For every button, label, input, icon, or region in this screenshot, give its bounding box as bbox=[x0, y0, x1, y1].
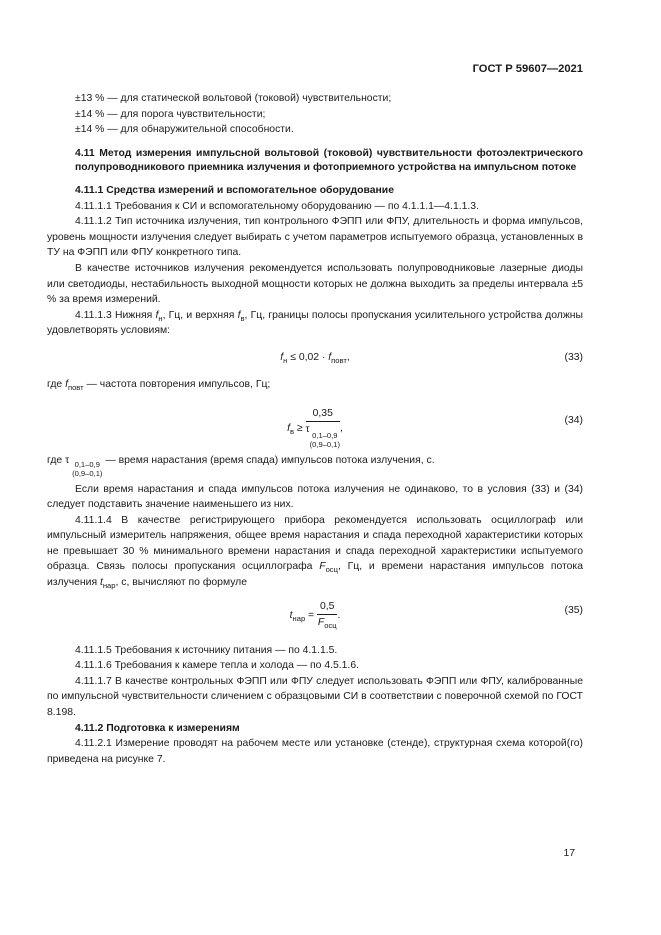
tolerance-item: ±13 % — для статической вольтовой (токовой) чувствительности; bbox=[75, 93, 392, 104]
paragraph-4-11-1-3: 4.11.1.3 Нижняя $f_н$, Гц, и верхняя $f_в$, Гц, границы полосы пропускания усилительного устройства должны удовлетворять условиям: bbox=[47, 309, 584, 337]
definition-f-povt: где $f_{повт}$ — частота повторения импульсов, Гц; bbox=[47, 378, 271, 392]
formula-33: $f_н \le 0,02 \cdot f_{повт}$, (33) bbox=[280, 351, 583, 365]
formula-35: $t_{нар}$ = $\frac{0,5}{F_{осц}}$ . (35) bbox=[289, 600, 583, 630]
page-number: 17 bbox=[563, 848, 575, 859]
section-4-11-2-heading: 4.11.2 Подготовка к измерениям bbox=[75, 722, 240, 734]
formula-number: (33) bbox=[564, 351, 583, 363]
section-4-11-1-heading: 4.11.1 Средства измерений и вспомогательное оборудование bbox=[75, 184, 394, 196]
definition-tau: где τ 0,1–0,9 (0,9–0,1) — время нарастания (время спада) импульсов потока излучения, с. bbox=[47, 454, 435, 478]
section-4-11-heading: 4.11 Метод измерения импульсной вольтовой (токовой) чувствительности фотоэлектрического полупроводникового приемника излучения и фотоприемного устройства на импульсном потоке bbox=[75, 147, 583, 174]
tolerance-item: ±14 % — для обнаружительной способности. bbox=[75, 124, 294, 136]
document-code-header: ГОСТ Р 59607—2021 bbox=[472, 63, 583, 75]
paragraph-4-11-1-6: 4.11.1.6 Требования к камере тепла и холода — по 4.5.1.6. bbox=[75, 660, 359, 672]
formula-34: $f_в$ ≥ 0,35 τ 0,1–0,9 (0,9–0,1) , (34) bbox=[287, 407, 583, 449]
paragraph-4-11-1-5: 4.11.1.5 Требования к источнику питания — по 4.1.1.5. bbox=[75, 644, 338, 656]
formula-number: (34) bbox=[564, 414, 583, 426]
paragraph-4-11-1-7: 4.11.1.7 В качестве контрольных ФЭПП или ФПУ следует использовать ФЭПП или ФПУ, калиброванные по импульсной чувствительности сличением с образцовыми СИ в соответствии с поверочной схемой по ГОСТ 8.198. bbox=[47, 675, 583, 719]
paragraph-4-11-1-1: 4.11.1.1 Требования к СИ и вспомогательному оборудованию — по 4.1.1.1—4.1.1.3. bbox=[75, 200, 479, 212]
paragraph-4-11-2-1: 4.11.2.1 Измерение проводят на рабочем месте или установке (стенде), структурная схема которой(го) приведена на рисунке 7. bbox=[47, 738, 583, 765]
paragraph-rise-fall-note: Если время нарастания и спада импульсов потока излучения не одинаково, то в условия (33) и (34) следует подставить значение наименьшего из них. bbox=[47, 483, 583, 511]
page-content bbox=[47, 91, 583, 767]
formula-number: (35) bbox=[564, 604, 583, 616]
tolerance-item: ±14 % — для порога чувствительности; bbox=[75, 108, 266, 120]
paragraph-4-11-1-2: 4.11.1.2 Тип источника излучения, тип контрольного ФЭПП или ФПУ, длительность и форма импульсов, уровень мощности излучения следует выбирать с учетом параметров испытуемого образца, установленных в ТУ на ФЭПП или ФПУ конкретного типа. bbox=[47, 216, 583, 259]
paragraph-4-11-1-4: 4.11.1.4 В качестве регистрирующего прибора рекомендуется использовать осциллограф или импульсный измеритель напряжения, общее время нарастания и спада переходной характеристики которых не превышает 30 % минимального времени нарастания и спада переходной характеристики испытуемого образца. Связь полосы пропускания осциллографа $F_{осц}$, Гц, и времени нарастания импульсов потока излучения $t_{нар}$, с, вычисляют по формуле bbox=[47, 514, 583, 591]
paragraph-radiation-sources: В качестве источников излучения рекомендуется использовать полупроводниковые лазерные диоды или светодиоды, нестабильность выходной мощности которых не должна выходить за пределы интервала ±5 % за время измерений. bbox=[47, 262, 583, 306]
